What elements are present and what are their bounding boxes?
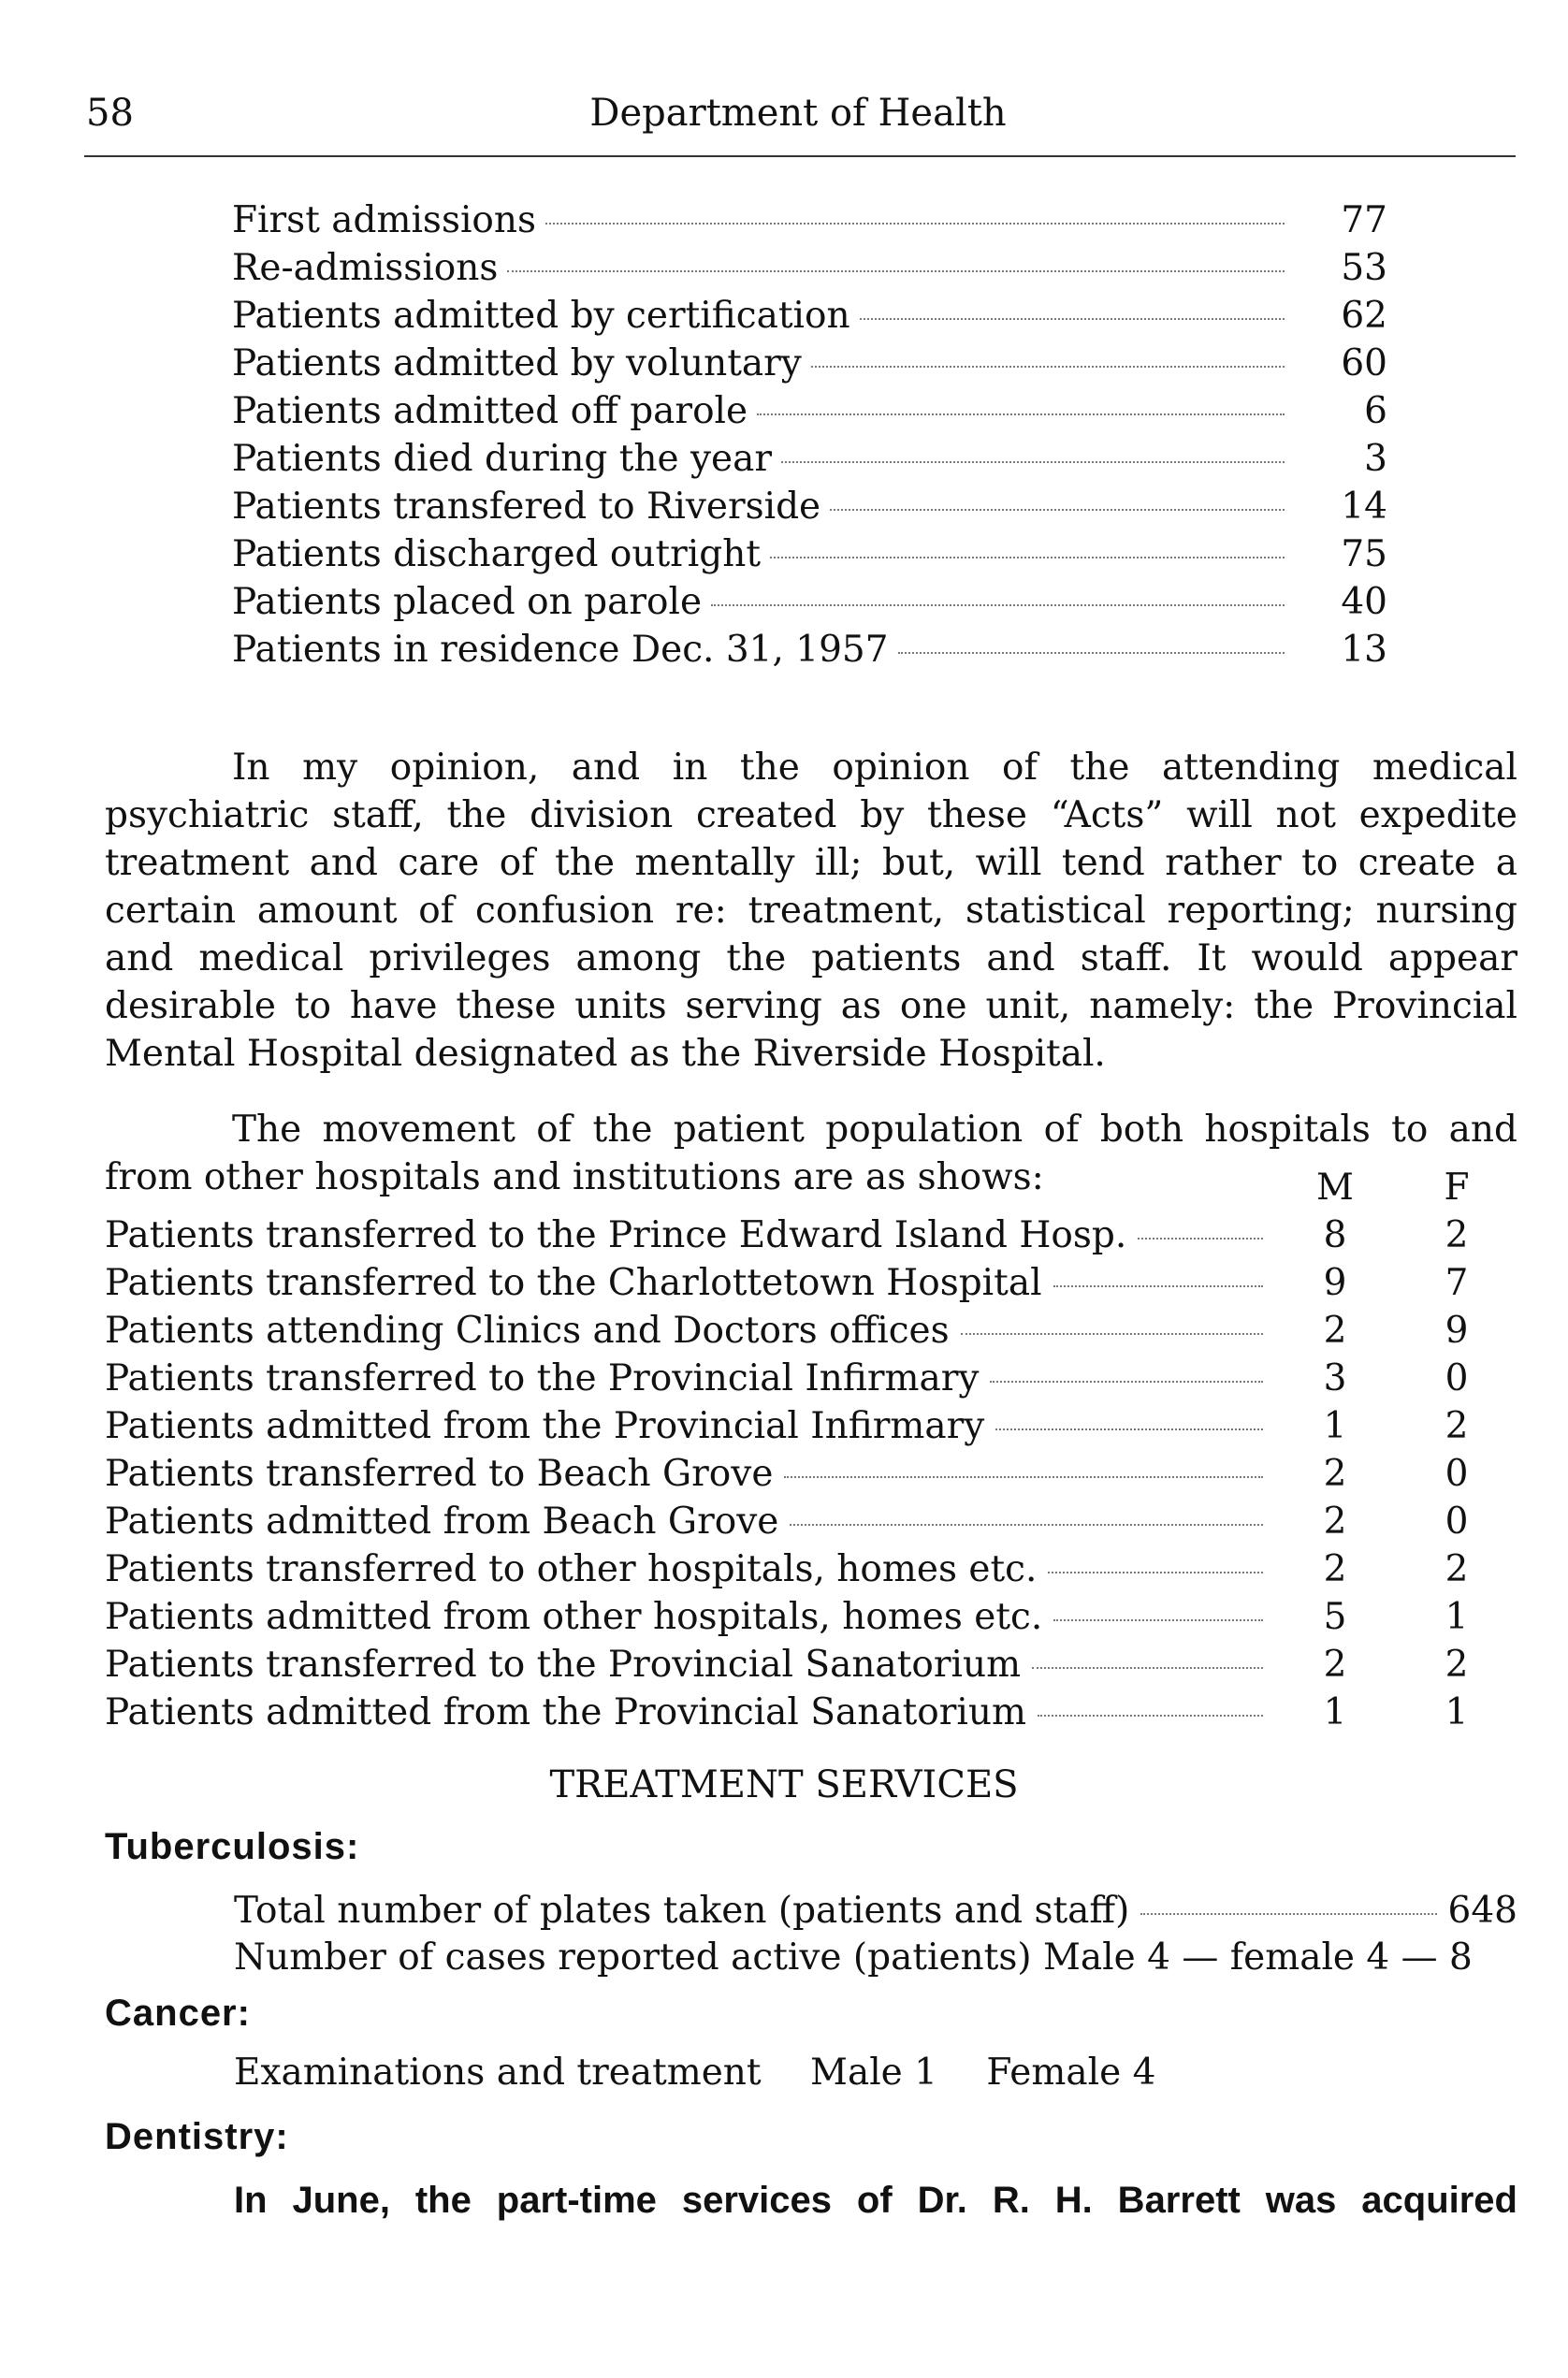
stat-value: 13 <box>1341 629 1387 671</box>
dot-leader <box>860 318 1285 320</box>
running-head: Department of Health <box>589 92 1007 135</box>
transfer-m-value: 1 <box>1323 1405 1347 1447</box>
cancer-female: Female 4 <box>986 2052 1156 2094</box>
transfer-f-value: 2 <box>1445 1405 1469 1447</box>
transfer-m-value: 2 <box>1323 1310 1347 1352</box>
stat-row <box>232 626 1387 674</box>
header-rule <box>84 155 1516 157</box>
tb-plates-value: 648 <box>1447 1890 1517 1932</box>
dot-leader <box>990 1381 1263 1383</box>
page-number: 58 <box>86 92 134 135</box>
transfer-label: Patients admitted from the Provincial Infirmary <box>105 1405 985 1447</box>
transfer-rows <box>105 1211 1517 1736</box>
dot-leader <box>545 223 1285 225</box>
transfer-label: Patients transferred to other hospitals, homes etc. <box>105 1548 1038 1590</box>
dot-leader <box>1053 1619 1263 1621</box>
dot-leader <box>711 604 1285 606</box>
transfer-m-value: 2 <box>1323 1548 1347 1590</box>
transfer-row <box>105 1355 1517 1402</box>
tb-active-line <box>234 1936 1517 1979</box>
dot-leader <box>811 366 1285 368</box>
stat-label: First admissions <box>232 199 537 241</box>
transfer-row <box>105 1402 1517 1450</box>
transfer-f-value: 1 <box>1445 1691 1469 1733</box>
dot-leader <box>995 1428 1263 1430</box>
stat-label: Patients discharged outright <box>232 533 762 575</box>
dot-leader <box>781 461 1285 463</box>
transfer-label: Patients transferred to the Provincial Infirmary <box>105 1357 980 1399</box>
stat-value: 14 <box>1341 486 1387 528</box>
tb-plates-line <box>234 1890 1517 1932</box>
column-f: F <box>1444 1167 1470 1209</box>
dentistry-heading: Dentistry: <box>105 2116 289 2157</box>
transfer-row <box>105 1259 1517 1307</box>
transfer-label: Patients transferred to the Provincial Sanatorium <box>105 1644 1022 1686</box>
stat-value: 77 <box>1341 199 1387 241</box>
admission-stats <box>232 196 1387 674</box>
dot-leader <box>1038 1715 1263 1717</box>
stat-value: 75 <box>1341 533 1387 575</box>
transfer-f-value: 0 <box>1445 1357 1469 1399</box>
transfer-row <box>105 1211 1517 1259</box>
cancer-heading: Cancer: <box>105 1993 251 2034</box>
dot-leader <box>1140 1913 1436 1915</box>
transfer-row <box>105 1689 1517 1736</box>
stat-row <box>232 530 1387 578</box>
transfer-row <box>105 1498 1517 1545</box>
transfer-m-value: 9 <box>1323 1262 1347 1304</box>
tb-plates-label: Total number of plates taken (patients and staff) <box>234 1890 1130 1932</box>
transfer-m-value: 1 <box>1323 1691 1347 1733</box>
transfer-row <box>105 1307 1517 1355</box>
dot-leader <box>1032 1667 1263 1669</box>
stat-label: Re-admissions <box>232 247 499 289</box>
stat-row <box>232 244 1387 292</box>
dot-leader <box>757 413 1285 415</box>
transfers-column-headers <box>105 1164 1517 1211</box>
transfer-row <box>105 1450 1517 1498</box>
transfer-row <box>105 1593 1517 1641</box>
dot-leader <box>830 509 1285 511</box>
stat-value: 3 <box>1364 438 1387 480</box>
transfer-label: Patients transferred to the Prince Edward Island Hosp. <box>105 1214 1127 1256</box>
stat-label: Patients admitted by voluntary <box>232 342 802 384</box>
dot-leader <box>961 1333 1263 1335</box>
transfer-label: Patients admitted from Beach Grove <box>105 1501 779 1543</box>
dot-leader <box>507 270 1285 272</box>
stat-value: 62 <box>1341 295 1387 337</box>
stat-label: Patients admitted by certification <box>232 295 850 337</box>
page-header <box>82 92 1514 148</box>
dot-leader <box>1053 1285 1263 1287</box>
dentistry-text: In June, the part-time services of Dr. R. H. Barrett was acquired <box>234 2180 1517 2221</box>
transfer-label: Patients admitted from the Provincial Sanatorium <box>105 1691 1026 1733</box>
transfer-f-value: 2 <box>1445 1548 1469 1590</box>
transfer-f-value: 7 <box>1445 1262 1469 1304</box>
tuberculosis-heading: Tuberculosis: <box>105 1826 360 1867</box>
transfer-m-value: 8 <box>1323 1214 1347 1256</box>
stat-row <box>232 387 1387 435</box>
column-m: M <box>1316 1167 1354 1209</box>
stat-value: 40 <box>1341 581 1387 623</box>
cancer-male: Male 1 <box>810 2052 937 2094</box>
transfer-m-value: 5 <box>1323 1596 1347 1638</box>
transfer-f-value: 0 <box>1445 1501 1469 1543</box>
transfer-f-value: 1 <box>1445 1596 1469 1638</box>
movement-paragraph: The movement of the patient population of both hospitals to and from other hospitals and institutions are as shows: <box>105 1109 1517 1198</box>
stat-row <box>232 483 1387 530</box>
stat-row <box>232 435 1387 483</box>
stat-label: Patients in residence Dec. 31, 1957 <box>232 629 889 671</box>
transfer-label: Patients transferred to Beach Grove <box>105 1453 774 1495</box>
transfer-row <box>105 1545 1517 1593</box>
transfer-f-value: 9 <box>1445 1310 1469 1352</box>
transfer-m-value: 3 <box>1323 1357 1347 1399</box>
transfer-f-value: 0 <box>1445 1453 1469 1495</box>
stat-label: Patients admitted off parole <box>232 390 748 432</box>
cancer-label: Examinations and treatment <box>234 2052 762 2094</box>
transfers-table <box>105 1164 1517 1736</box>
stat-label: Patients transfered to Riverside <box>232 486 821 528</box>
stat-label: Patients placed on parole <box>232 581 703 623</box>
stat-row <box>232 196 1387 244</box>
stat-value: 60 <box>1341 342 1387 384</box>
transfer-row <box>105 1641 1517 1689</box>
stat-value: 6 <box>1364 390 1387 432</box>
transfer-m-value: 2 <box>1323 1453 1347 1495</box>
dot-leader <box>898 652 1285 654</box>
opinion-paragraph: In my opinion, and in the opinion of the attending medical psychiatric staff, the division created by these “Acts” will not expedite treatment and care of the mentally ill; but, will tend rather to create a certain amount of confusion re: treatment, statistical reporting; nursing and medical privileges among the patients and staff. It would appear desirable to have these units serving as one unit, namely: the Provincial Mental Hospital designated as the Riverside Hospital. <box>105 747 1517 1075</box>
transfer-m-value: 2 <box>1323 1644 1347 1686</box>
transfer-f-value: 2 <box>1445 1214 1469 1256</box>
transfer-label: Patients attending Clinics and Doctors offices <box>105 1310 950 1352</box>
section-title: TREATMENT SERVICES <box>549 1763 1019 1806</box>
dot-leader <box>1138 1238 1263 1240</box>
dot-leader <box>784 1476 1263 1478</box>
tb-active-text: Number of cases reported active (patients) Male 4 — female 4 — 8 <box>234 1936 1473 1979</box>
stat-value: 53 <box>1341 247 1387 289</box>
stat-row <box>232 578 1387 626</box>
dot-leader <box>790 1524 1263 1526</box>
transfer-m-value: 2 <box>1323 1501 1347 1543</box>
transfer-f-value: 2 <box>1445 1644 1469 1686</box>
transfer-label: Patients transferred to the Charlottetown Hospital <box>105 1262 1042 1304</box>
dot-leader <box>1048 1572 1263 1573</box>
transfer-label: Patients admitted from other hospitals, homes etc. <box>105 1596 1043 1638</box>
stat-row <box>232 292 1387 340</box>
stat-label: Patients died during the year <box>232 438 773 480</box>
dot-leader <box>770 557 1285 558</box>
stat-row <box>232 340 1387 387</box>
cancer-line <box>234 2052 1193 2094</box>
